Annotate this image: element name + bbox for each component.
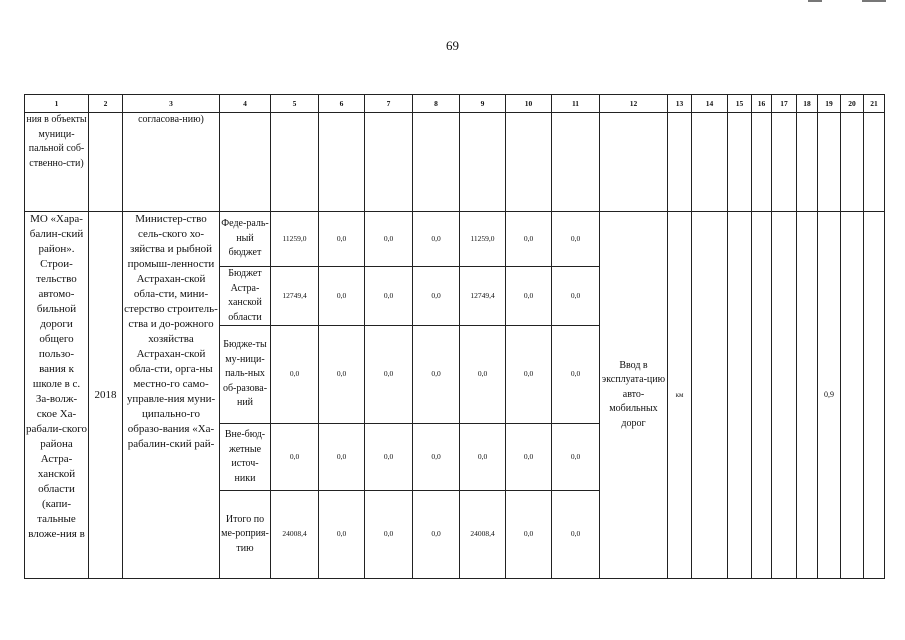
- empty-cell: [89, 113, 123, 212]
- value-cell: 0,0: [365, 424, 413, 491]
- column-number: 6: [319, 95, 365, 113]
- value-cell: 0,0: [413, 326, 460, 424]
- funding-source-cell: Бюджет Астра-ханской области: [220, 267, 271, 326]
- value-cell: 0,0: [413, 491, 460, 579]
- column-number: 9: [460, 95, 506, 113]
- column-number: 19: [818, 95, 841, 113]
- value-cell: 0,0: [506, 326, 552, 424]
- value-cell: 11259,0: [460, 212, 506, 267]
- value-cell: 0,0: [413, 267, 460, 326]
- value-cell: 0,0: [319, 424, 365, 491]
- value-cell: 0,0: [552, 267, 600, 326]
- continuation-executor-cell: согласова-нию): [123, 113, 220, 212]
- funding-source-cell: Вне-бюд-жетные источ-ники: [220, 424, 271, 491]
- value-cell: 0,0: [365, 267, 413, 326]
- column-number: 13: [668, 95, 692, 113]
- value-cell: 0,0: [271, 326, 319, 424]
- value-cell: 0,0: [413, 212, 460, 267]
- value-cell: 0,0: [552, 491, 600, 579]
- funding-source-cell: Бюдже-ты му-ници-паль-ных об-разова-ний: [220, 326, 271, 424]
- indicator-value-cell: 0,9: [818, 212, 841, 579]
- column-number: 1: [25, 95, 89, 113]
- value-cell: 0,0: [319, 326, 365, 424]
- column-number: 15: [728, 95, 752, 113]
- value-cell: 0,0: [506, 212, 552, 267]
- value-cell: 0,0: [506, 424, 552, 491]
- value-cell: 0,0: [506, 267, 552, 326]
- column-number: 2: [89, 95, 123, 113]
- budget-row-federal: [25, 212, 885, 267]
- column-number: 10: [506, 95, 552, 113]
- funding-source-cell: Итого по ме-роприя-тию: [220, 491, 271, 579]
- value-cell: 11259,0: [271, 212, 319, 267]
- page-number: 69: [446, 38, 459, 53]
- value-cell: 0,0: [365, 212, 413, 267]
- unit-cell: км: [668, 212, 692, 579]
- scan-mark: [808, 0, 822, 2]
- column-number: 18: [797, 95, 818, 113]
- column-number: 8: [413, 95, 460, 113]
- continuation-object-cell: ния в объекты муници-пальной соб-ственно-сти): [25, 113, 89, 212]
- scan-mark: [862, 0, 886, 2]
- column-number: 7: [365, 95, 413, 113]
- column-number: 3: [123, 95, 220, 113]
- column-number: 11: [552, 95, 600, 113]
- column-number-row: [25, 95, 885, 113]
- column-number: 14: [692, 95, 728, 113]
- column-number: 5: [271, 95, 319, 113]
- value-cell: 0,0: [365, 491, 413, 579]
- column-number: 12: [600, 95, 668, 113]
- executor-cell: Министер-ство сель-ского хо-зяйства и рыбной промыш-ленности Астрахан-ской обла-сти, мини-стерство строитель-ства и до-рожного хозяйства Астрахан-ской обла-сти, орга-ны местно-го само-управле-ния муни-ципально-го образо-вания «Ха-рабалин-ский рай-: [123, 212, 220, 579]
- column-number: 16: [752, 95, 772, 113]
- value-cell: 0,0: [552, 424, 600, 491]
- continuation-row: [25, 113, 885, 212]
- column-number: 21: [864, 95, 885, 113]
- value-cell: 0,0: [413, 424, 460, 491]
- value-cell: 24008,4: [460, 491, 506, 579]
- value-cell: 0,0: [319, 267, 365, 326]
- indicator-name-cell: Ввод в эксплуата-цию авто-мобильных дорог: [600, 212, 668, 579]
- column-number: 4: [220, 95, 271, 113]
- column-number: 20: [841, 95, 864, 113]
- value-cell: 0,0: [460, 424, 506, 491]
- value-cell: 24008,4: [271, 491, 319, 579]
- column-number: 17: [772, 95, 797, 113]
- value-cell: 0,0: [271, 424, 319, 491]
- value-cell: 0,0: [460, 326, 506, 424]
- value-cell: 0,0: [365, 326, 413, 424]
- value-cell: 0,0: [506, 491, 552, 579]
- value-cell: 12749,4: [271, 267, 319, 326]
- funding-source-cell: Феде-раль-ный бюджет: [220, 212, 271, 267]
- value-cell: 0,0: [552, 212, 600, 267]
- value-cell: 0,0: [319, 212, 365, 267]
- value-cell: 0,0: [552, 326, 600, 424]
- year-cell: 2018: [89, 212, 123, 579]
- value-cell: 0,0: [319, 491, 365, 579]
- value-cell: 12749,4: [460, 267, 506, 326]
- object-description-cell: МО «Хара-балин-ский район». Строи-тельство автомо-бильной дороги общего пользо-вания к школе в с. За-волж-ское Ха-рабали-ского района Астра-ханской области (капи-тальные вложе-ния в: [25, 212, 89, 579]
- budget-table: [24, 94, 885, 579]
